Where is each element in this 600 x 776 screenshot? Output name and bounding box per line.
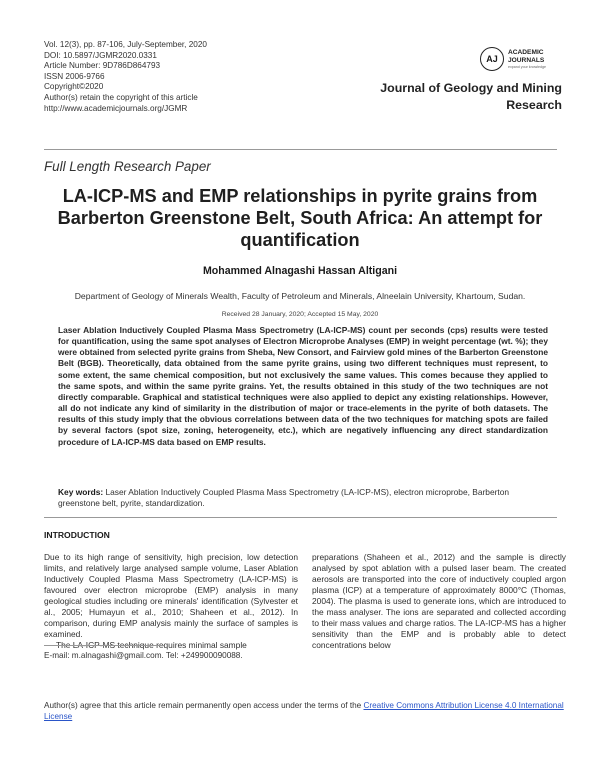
intro-left-column: [44, 552, 298, 651]
intro-right-column: preparations (Shaheen et al., 2012) and the sample is directly analysed by spot ablation with a pulsed laser beam. The created aerosols are transported into the core of inductively coupled argon plasma (ICP) at a temperature of approximately 8000°C (Thomas, 2004). The plasma is used to generate ions, which are introduced to the mass analyser. The ions are separated and collected according to their mass values and charge ratios. The LA-ICP-MS has a higher sensitivity than the EMP and is probably able to detect concentrations below: [312, 552, 566, 651]
journal-name: Journal of Geology and Mining Research: [380, 81, 562, 112]
license-link[interactable]: Creative Commons Attribution License 4.0 International License: [44, 701, 564, 721]
header-divider: [44, 149, 557, 150]
aj-logo-icon: AJ: [480, 47, 504, 71]
publisher-logo: [480, 47, 580, 73]
meta-doi: DOI: 10.5897/JGMR2020.0331: [44, 50, 157, 60]
license-notice: [44, 700, 564, 722]
publisher-name-line2: JOURNALS: [508, 56, 545, 64]
abstract: Laser Ablation Inductively Coupled Plasma Mass Spectrometry (LA-ICP-MS) count per seconds (cps) results were tested for quantification, using the same spot analyses of Electron Microprobe Analyses (EMP) in weight percentage (wt. %); they were obtained from selected pyrite grains from Sheba, New Consort, and Fairview gold mines of the Barberton Greenstone Belt (BGB). Theoretically, data obtained from the same pyrite grains, using two different techniques must represent, to some extent, the same chemical composition, but not exclusively the same values. This comes because they applied to the same spots, and within the same pyrite grains. Yet, the results obtained in this study of the two techniques are not directly comparable. Graphical and statistical techniques were also applied to depict any existing relationships. However, all do not indicate any kind of similarity in the distribution of major or trace-elements in the pyrite of both datasets. The results of this study imply that the obvious correlations between data of the two techniques for matching spots are failed by several factors (spot size, zoning, heterogeneity, etc.), which are negatively influencing any direct standardization procedure of LA-ICP-MS data based on EMP results.: [58, 325, 548, 447]
abstract-divider: [44, 517, 557, 518]
meta-url[interactable]: http://www.academicjournals.org/JGMR: [44, 103, 188, 113]
paper-type: Full Length Research Paper: [44, 159, 211, 174]
footnote-divider: [44, 645, 164, 646]
meta-copyright: Copyright©2020: [44, 82, 104, 92]
received-accepted-dates: Received 28 January, 2020; Accepted 15 May, 2020: [221, 311, 379, 318]
keywords-label: Key words:: [58, 487, 104, 497]
corresponding-email: E-mail: m.alnagashi@gmail.com. Tel: +249900090088.: [44, 651, 243, 660]
meta-issn: ISSN 2006-9766: [44, 71, 105, 81]
publisher-name-line1: ACADEMIC: [508, 49, 544, 56]
author-name: Mohammed Alnagashi Hassan Altigani: [202, 265, 398, 277]
keywords-list: Laser Ablation Inductively Coupled Plasma Mass Spectrometry (LA-ICP-MS), electron microprobe, Barberton greenstone belt, pyrite, standardization.: [58, 487, 510, 508]
intro-paragraph-2: The LA-ICP-MS technique requires minimal sample: [56, 640, 247, 651]
license-text: Author(s) agree that this article remain permanently open access under the terms of the: [44, 701, 362, 710]
publisher-name: [508, 49, 544, 64]
intro-paragraph-1: Due to its high range of sensitivity, high precision, low detection limits, and relatively large analysed sample volume, Laser Ablation Inductively Coupled Plasma Mass Spectrometry (LA-ICP-MS) is favoured over electron microprobe (EMP) analysis in many geological studies including ore minerals' identification (Sylvester et al., 2005; Humayun et al., 2010; Shaheen et al., 2012). In comparison, during EMP analysis mainly the surface of samples is examined.: [44, 552, 298, 640]
meta-article-number: Article Number: 9D786D864793: [44, 61, 161, 71]
meta-volume: Vol. 12(3), pp. 87-106, July-September, 2020: [44, 40, 207, 49]
author-affiliation: Department of Geology of Minerals Wealth, Faculty of Petroleum and Minerals, Alneelain University, Khartoum, Sudan.: [74, 291, 526, 301]
article-metadata: [44, 40, 207, 114]
meta-rights: Author(s) retain the copyright of this article: [44, 92, 198, 102]
publisher-tagline: expand your knowledge: [508, 65, 546, 69]
introduction-heading: INTRODUCTION: [44, 530, 110, 540]
paper-title: LA-ICP-MS and EMP relationships in pyrite grains from Barberton Greenstone Belt, South Africa: An attempt for quantification: [57, 186, 543, 250]
keywords: [58, 487, 548, 509]
